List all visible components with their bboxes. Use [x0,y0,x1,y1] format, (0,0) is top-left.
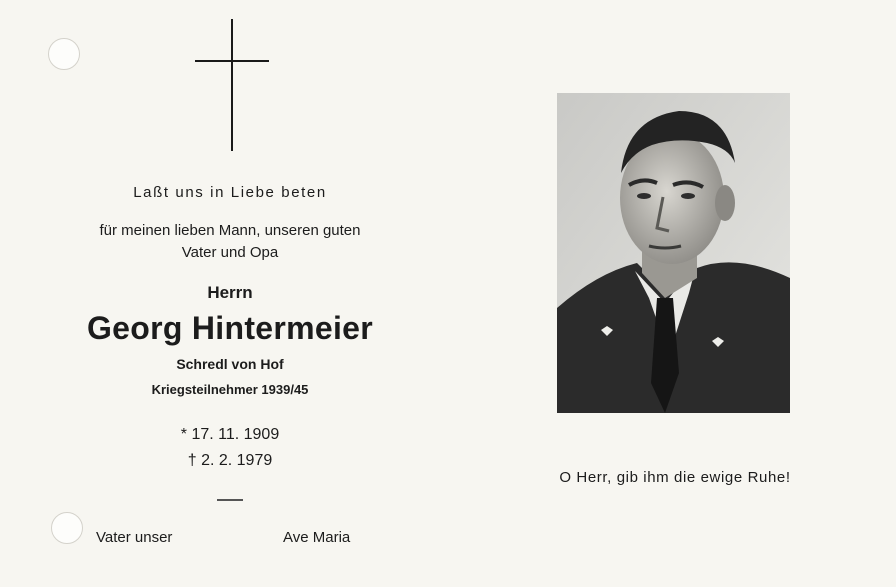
prayer-vater-unser: Vater unser [96,529,173,546]
intro-line-2: Vater und Opa [181,244,279,261]
prayer-heading: Laßt uns in Liebe beten [133,184,327,201]
birth-date: * 17. 11. 1909 [180,426,280,443]
intro-line-1: für meinen lieben Mann, unseren guten [99,222,361,239]
portrait-illustration [557,93,790,413]
divider [217,499,243,501]
prayer-ave-maria: Ave Maria [283,529,351,546]
cross-horizontal-bar [195,60,269,62]
death-date: † 2. 2. 1979 [187,452,273,469]
closing-prayer: O Herr, gib ihm die ewige Ruhe! [559,469,791,486]
deceased-name: Georg Hintermeier [86,310,374,346]
house-name: Schredl von Hof [176,356,284,372]
punch-hole-icon [48,38,80,70]
cross-vertical-bar [231,19,233,151]
salutation: Herrn [207,283,253,302]
portrait-photo [557,93,790,413]
punch-hole-icon [51,512,83,544]
service-note: Kriegsteilnehmer 1939/45 [151,382,309,397]
